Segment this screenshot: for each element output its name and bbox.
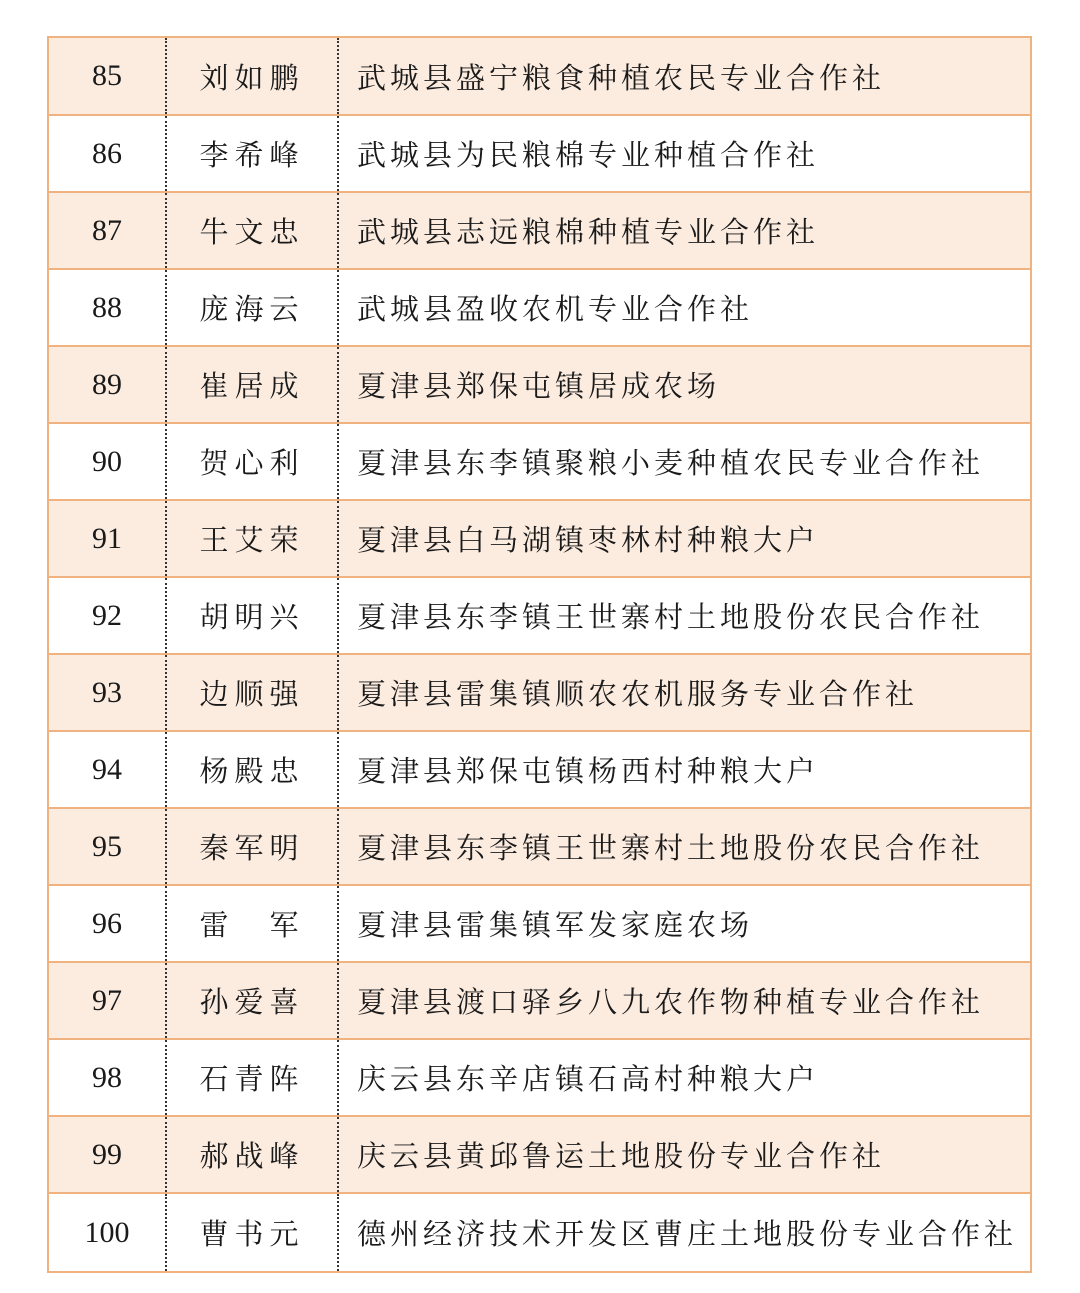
organization-name: 夏津县渡口驿乡八九农作物种植专业合作社 (338, 962, 1030, 1039)
organization-name: 庆云县东辛店镇石高村种粮大户 (338, 1039, 1030, 1116)
organization-name: 庆云县黄邱鲁运土地股份专业合作社 (338, 1116, 1030, 1193)
person-name: 郝战峰 (166, 1116, 338, 1193)
organization-name: 德州经济技术开发区曹庄土地股份专业合作社 (338, 1193, 1030, 1271)
row-number: 98 (49, 1039, 166, 1116)
person-name: 石青阵 (166, 1039, 338, 1116)
person-name: 杨殿忠 (166, 731, 338, 808)
table-row (49, 808, 1030, 885)
row-number: 85 (49, 38, 166, 115)
row-number: 99 (49, 1116, 166, 1193)
row-number: 87 (49, 192, 166, 269)
table-row (49, 269, 1030, 346)
row-number: 95 (49, 808, 166, 885)
person-name: 崔居成 (166, 346, 338, 423)
row-number: 94 (49, 731, 166, 808)
table-row (49, 38, 1030, 115)
organization-name: 夏津县东李镇聚粮小麦种植农民专业合作社 (338, 423, 1030, 500)
table-row (49, 115, 1030, 192)
organization-name: 夏津县雷集镇顺农农机服务专业合作社 (338, 654, 1030, 731)
row-number: 92 (49, 577, 166, 654)
table-row (49, 500, 1030, 577)
table-row (49, 577, 1030, 654)
organization-name: 武城县盛宁粮食种植农民专业合作社 (338, 38, 1030, 115)
table-row (49, 1116, 1030, 1193)
organization-name: 武城县志远粮棉种植专业合作社 (338, 192, 1030, 269)
person-name: 庞海云 (166, 269, 338, 346)
organization-name: 夏津县雷集镇军发家庭农场 (338, 885, 1030, 962)
row-number: 88 (49, 269, 166, 346)
table-row (49, 423, 1030, 500)
row-number: 91 (49, 500, 166, 577)
list-table-container (47, 36, 1032, 1273)
person-name: 李希峰 (166, 115, 338, 192)
row-number: 93 (49, 654, 166, 731)
row-number: 100 (49, 1193, 166, 1271)
table-row (49, 885, 1030, 962)
organization-name: 夏津县东李镇王世寨村土地股份农民合作社 (338, 577, 1030, 654)
list-table (49, 38, 1030, 1271)
person-name: 边顺强 (166, 654, 338, 731)
person-name: 曹书元 (166, 1193, 338, 1271)
table-row (49, 731, 1030, 808)
row-number: 90 (49, 423, 166, 500)
person-name: 雷 军 (166, 885, 338, 962)
table-row (49, 1039, 1030, 1116)
table-row (49, 654, 1030, 731)
row-number: 96 (49, 885, 166, 962)
row-number: 89 (49, 346, 166, 423)
organization-name: 夏津县郑保屯镇杨西村种粮大户 (338, 731, 1030, 808)
table-row (49, 1193, 1030, 1271)
organization-name: 夏津县东李镇王世寨村土地股份农民合作社 (338, 808, 1030, 885)
person-name: 贺心利 (166, 423, 338, 500)
organization-name: 夏津县白马湖镇枣林村种粮大户 (338, 500, 1030, 577)
row-number: 97 (49, 962, 166, 1039)
row-number: 86 (49, 115, 166, 192)
organization-name: 武城县盈收农机专业合作社 (338, 269, 1030, 346)
organization-name: 武城县为民粮棉专业种植合作社 (338, 115, 1030, 192)
person-name: 孙爱喜 (166, 962, 338, 1039)
organization-name: 夏津县郑保屯镇居成农场 (338, 346, 1030, 423)
person-name: 刘如鹏 (166, 38, 338, 115)
person-name: 牛文忠 (166, 192, 338, 269)
table-row (49, 192, 1030, 269)
person-name: 胡明兴 (166, 577, 338, 654)
person-name: 王艾荣 (166, 500, 338, 577)
person-name: 秦军明 (166, 808, 338, 885)
table-row (49, 346, 1030, 423)
table-row (49, 962, 1030, 1039)
